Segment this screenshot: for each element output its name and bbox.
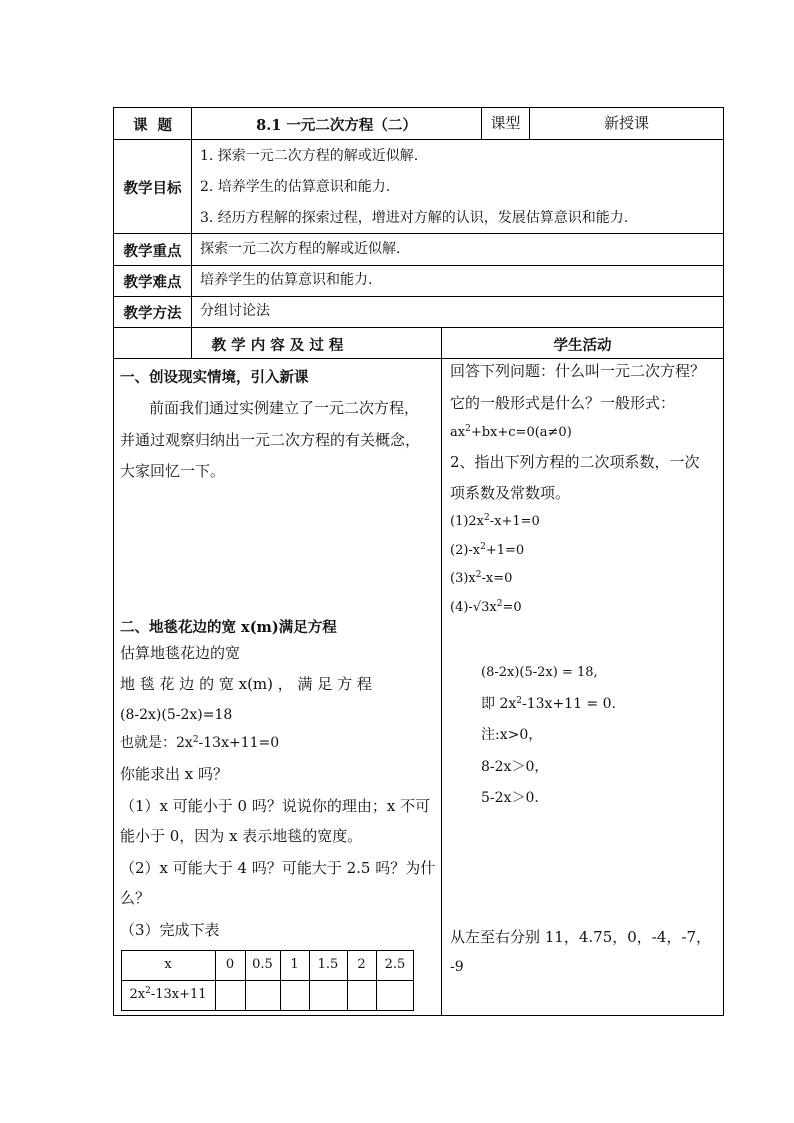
exponent: 2	[496, 599, 503, 609]
goal-item: 3. 经历方程解的探索过程，增进对方解的认识，发展估算意识和能力.	[200, 210, 629, 226]
eq-part: -13x+11	[150, 987, 207, 1002]
section-2-equation: (8-2x)(5-2x)=18	[120, 707, 233, 723]
goal-item: 2. 培养学生的估算意识和能力.	[200, 179, 391, 195]
activity-question: 它的一般形式是什么？一般形式：	[450, 394, 676, 412]
eq-part: 2x	[129, 987, 146, 1002]
table-header-cell: 2	[357, 957, 366, 972]
section-1-text: 前面我们通过实例建立了一元二次方程，	[149, 399, 420, 417]
section-2-text: 你能求出 x 吗？	[120, 765, 228, 783]
general-form	[450, 423, 572, 443]
method-label: 教学方法	[123, 305, 182, 322]
sqrt-term: √3	[472, 600, 490, 615]
equation-item	[450, 541, 524, 561]
subject-label: 课 题	[132, 117, 173, 134]
eq-part: =0	[502, 600, 522, 615]
exponent: 2	[475, 570, 482, 580]
row-divider	[114, 358, 723, 359]
equation-item	[450, 512, 540, 532]
eq-part: +1=0	[485, 543, 525, 558]
table-header-cell: 1.5	[317, 957, 339, 972]
activity-question: 项系数及常数项。	[450, 484, 571, 502]
section-2-equation	[120, 733, 279, 753]
table-header-cell: 1	[290, 957, 299, 972]
solution-step: (8-2x)(5-2x) = 18,	[481, 665, 598, 680]
eq-part: (4)-	[450, 600, 473, 615]
eq-part: -x=0	[481, 571, 513, 586]
key-points-text: 探索一元二次方程的解或近似解.	[200, 241, 401, 257]
exponent: 2	[465, 424, 471, 434]
eq-part: 即 2x	[481, 696, 517, 712]
difficulties-label: 教学难点	[123, 274, 182, 291]
table-header-cell: 0	[225, 957, 235, 972]
activity-question: 回答下列问题：什么叫一元二次方程？	[450, 362, 706, 380]
table-header-cell: 2.5	[384, 957, 406, 972]
equation-item	[450, 598, 522, 618]
table-answer: -9	[450, 959, 464, 975]
solution-step: 5-2x＞0.	[481, 790, 539, 806]
activity-question: 2、指出下列方程的二次项系数，一次	[450, 453, 700, 471]
solution-step: 注:x>0，	[481, 727, 543, 743]
eq-part: -13x+11=0	[198, 735, 280, 751]
solution-step: 8-2x＞0，	[481, 759, 549, 775]
table-row-label	[121, 980, 215, 1010]
section-1-text: 并通过观察归纳出一元二次方程的有关概念，	[120, 431, 421, 449]
process-column-header: 教 学 内 容 及 过 程	[211, 337, 344, 354]
eq-part: (3)x	[450, 571, 476, 586]
goal-item: 1. 探索一元二次方程的解或近似解.	[200, 148, 419, 164]
question-2: 么？	[120, 889, 151, 907]
section-1-text: 大家回忆一下。	[120, 462, 226, 480]
row-divider	[114, 327, 723, 328]
exponent: 2	[484, 513, 490, 523]
content-column-divider	[441, 327, 442, 1015]
eq-part: ax	[450, 425, 466, 440]
section-1-title: 一、创设现实情境，引入新课	[120, 369, 309, 386]
exponent: 2	[480, 542, 486, 552]
eq-part: (2)-x	[450, 543, 481, 558]
eq-part: x	[489, 600, 497, 615]
eq-part: -13x+11 = 0.	[522, 696, 616, 712]
key-points-label: 教学重点	[123, 243, 182, 260]
row-divider	[114, 265, 723, 266]
row-divider	[114, 233, 723, 234]
lesson-type-label: 课型	[490, 114, 521, 132]
goals-label: 教学目标	[123, 180, 182, 197]
table-header-cell: 0.5	[252, 957, 273, 972]
row-divider	[114, 139, 723, 140]
lesson-title: 8.1 一元二次方程（二）	[256, 117, 417, 134]
question-2: （2）x 可能大于 4 吗？可能大于 2.5 吗？为什	[120, 859, 436, 877]
student-activity-header: 学生活动	[553, 337, 612, 354]
table-header-cell: x	[164, 957, 172, 972]
solution-step	[481, 694, 616, 714]
exponent: 2	[516, 696, 522, 706]
eq-part: +bx+c=0(a≠0)	[470, 425, 572, 440]
lesson-type-value: 新授课	[603, 114, 649, 132]
eq-part: 也就是：2x	[120, 735, 193, 751]
difficulties-text: 培养学生的估算意识和能力.	[200, 272, 373, 288]
eq-part: -x+1=0	[489, 514, 540, 529]
section-2-text: 地 毯 花 边 的 宽 x(m) ， 满 足 方 程	[120, 675, 372, 693]
question-3: （3）完成下表	[120, 921, 220, 939]
eq-part: (1)2x	[450, 514, 485, 529]
lesson-table	[113, 107, 724, 1016]
table-answer: 从左至右分别 11，4.75，0，-4，-7，	[450, 928, 712, 946]
row-divider	[114, 296, 723, 297]
question-1: 能小于 0，因为 x 表示地毯的宽度。	[120, 827, 363, 845]
exponent: 2	[145, 986, 151, 996]
exponent: 2	[192, 735, 199, 745]
question-1: （1）x 可能小于 0 吗？说说你的理由；x 不可	[120, 797, 431, 815]
method-text: 分组讨论法	[200, 303, 270, 319]
section-2-title: 二、地毯花边的宽 x(m)满足方程	[120, 619, 337, 636]
equation-item	[450, 569, 512, 589]
section-2-text: 估算地毯花边的宽	[120, 644, 241, 662]
label-column-divider	[191, 108, 192, 358]
